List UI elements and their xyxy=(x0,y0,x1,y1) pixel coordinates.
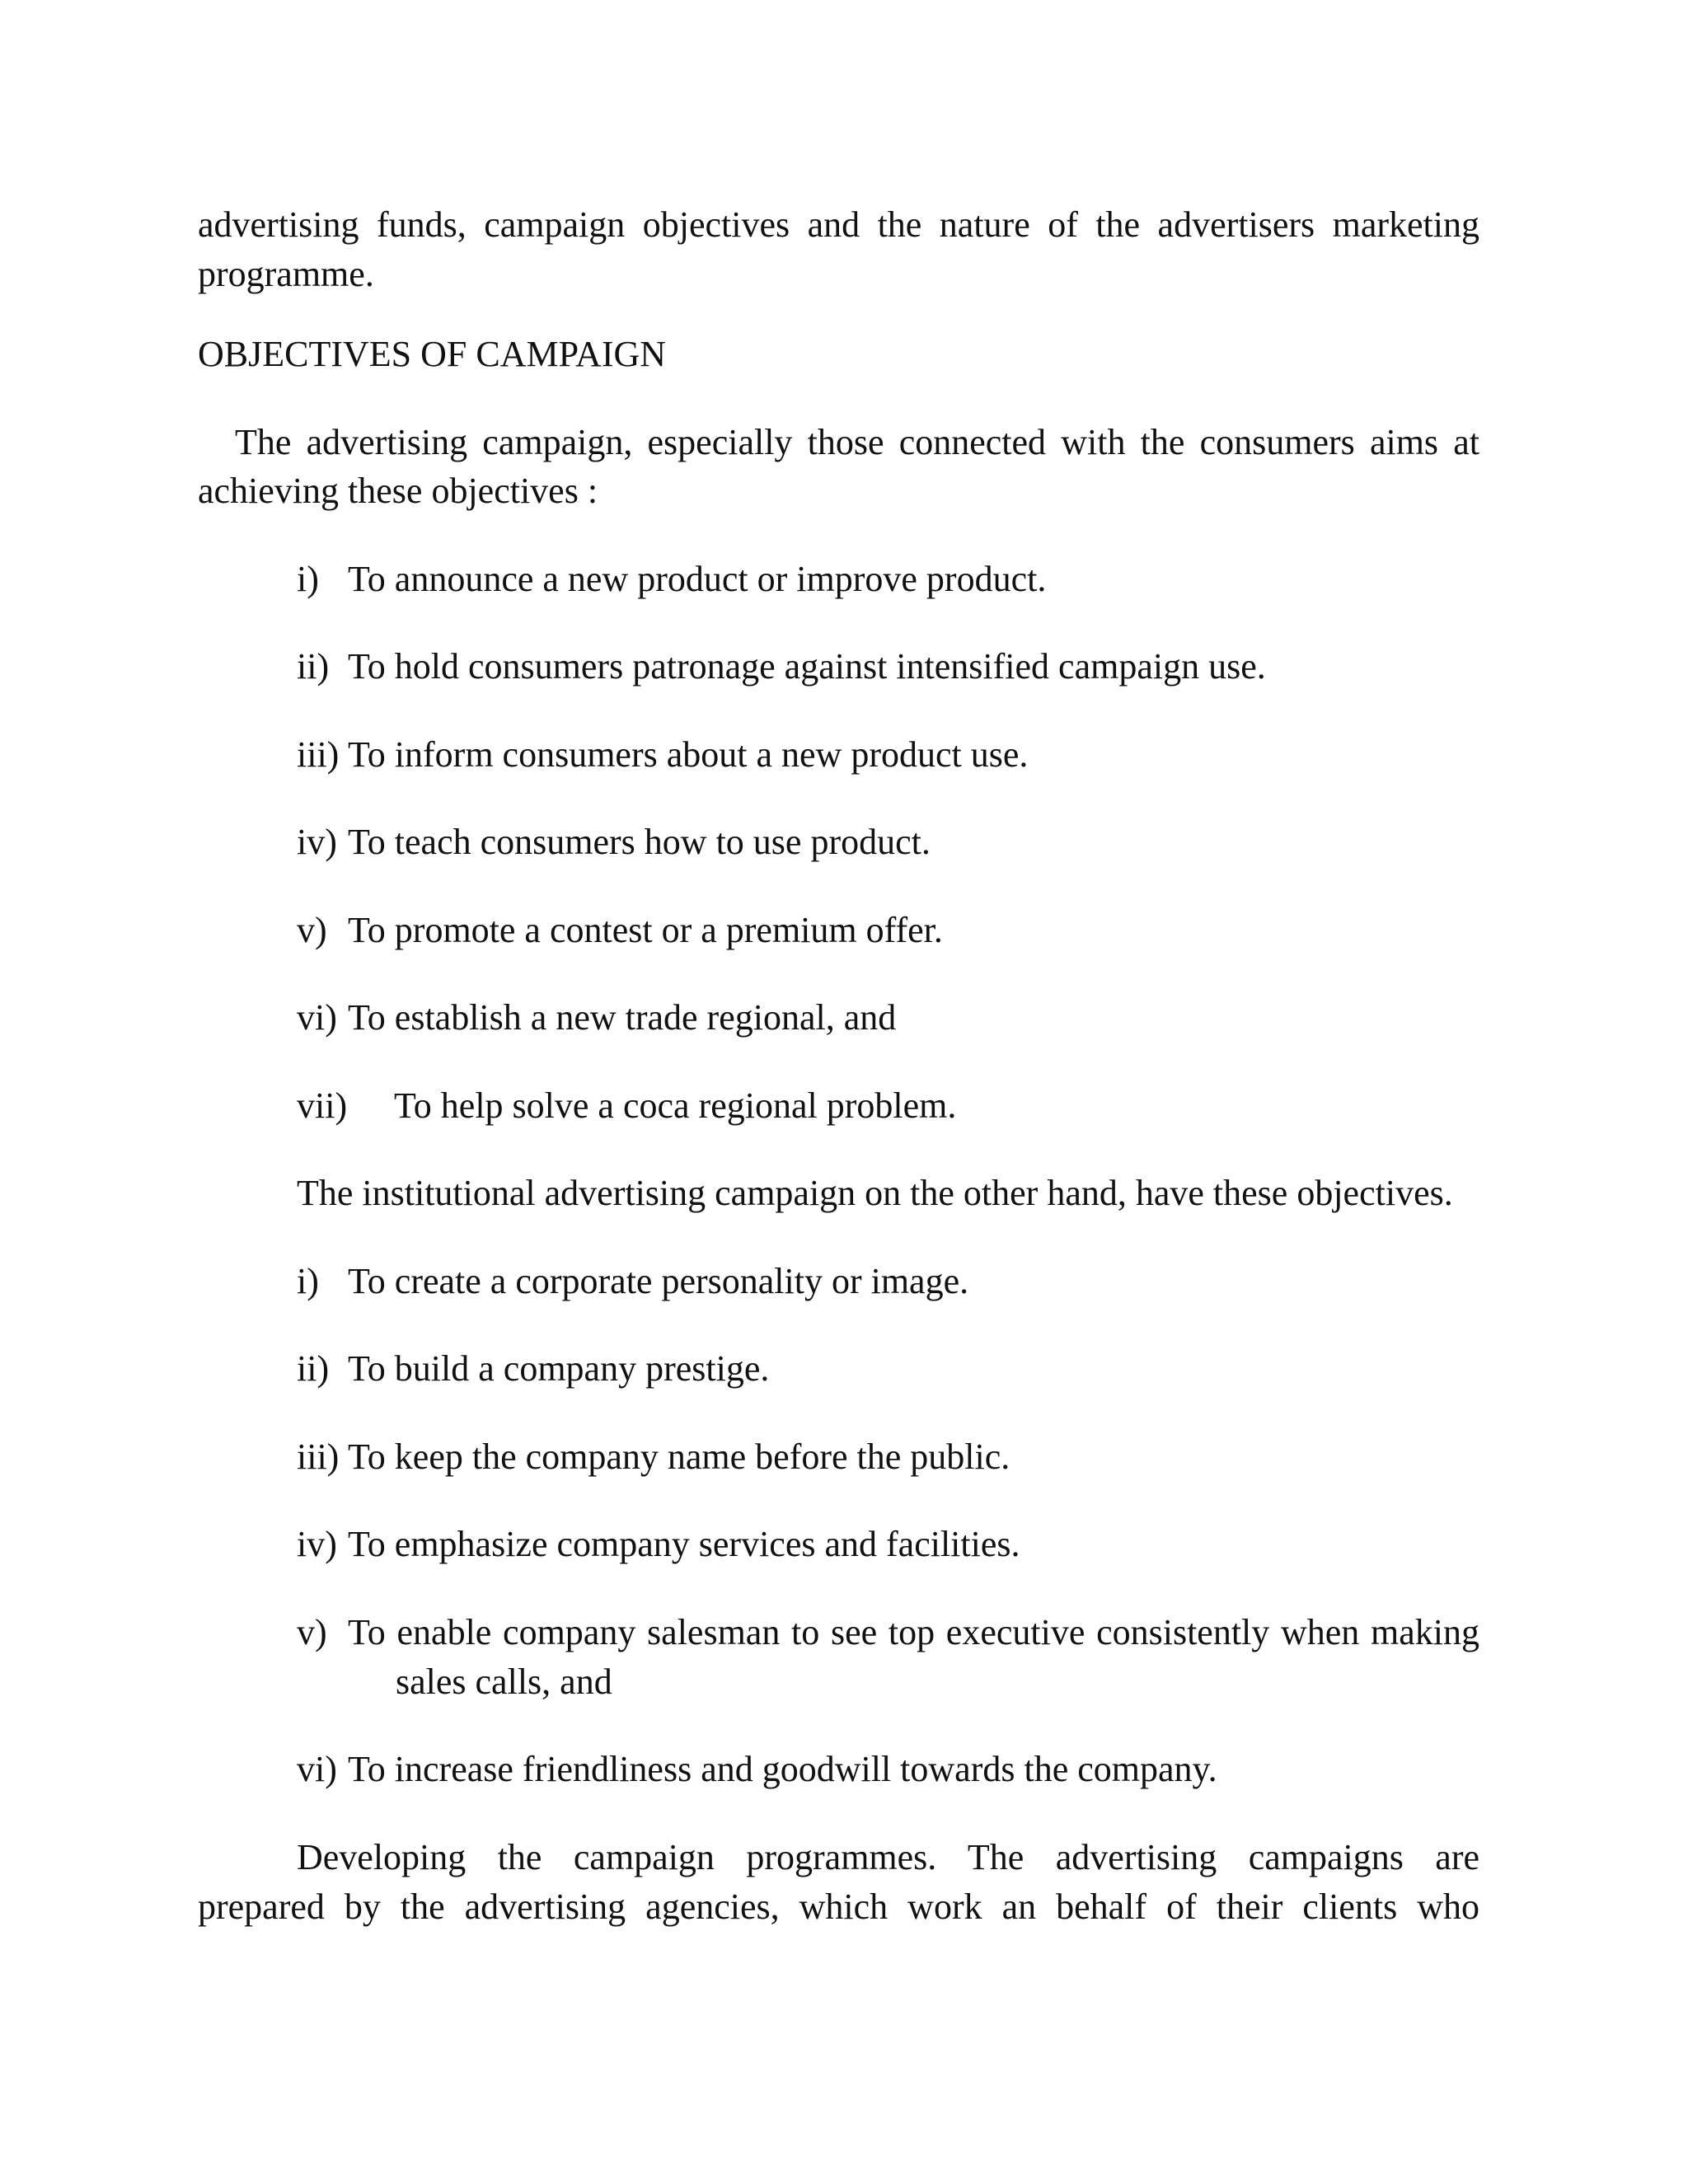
list-item-text: To create a corporate personality or image. xyxy=(348,1261,969,1301)
list-item xyxy=(297,906,943,955)
list-item xyxy=(297,730,1028,780)
consumer-paragraph-line-1: The advertising campaign, especially those connected with the consumers aims at xyxy=(235,422,1479,462)
list-item xyxy=(297,1745,1217,1794)
list-item-number: i) xyxy=(297,559,319,599)
list-item-number: vi) xyxy=(297,997,337,1038)
intro-paragraph-line-2: programme. xyxy=(198,254,374,294)
list-item xyxy=(297,1257,968,1306)
list-item-number: i) xyxy=(297,1261,319,1301)
list-item-number: iii) xyxy=(297,1436,340,1477)
list-item-number: v) xyxy=(297,910,327,950)
list-item-text: To announce a new product or improve product. xyxy=(348,559,1047,599)
developing-paragraph-line-2: prepared by the advertising agencies, which work an behalf of their clients who xyxy=(198,1886,1479,1927)
developing-paragraph-line-1: Developing the campaign programmes. The advertising campaigns are xyxy=(297,1837,1479,1877)
list-item xyxy=(297,555,1046,604)
list-item xyxy=(297,993,896,1043)
list-item-text: To teach consumers how to use product. xyxy=(348,822,931,862)
list-item-number: vii) xyxy=(297,1085,348,1126)
list-item-text: To hold consumers patronage against intensified campaign use. xyxy=(348,646,1266,687)
list-item xyxy=(297,1432,1010,1482)
list-item-text: To increase friendliness and goodwill towards the company. xyxy=(348,1749,1217,1789)
list-item-text: To promote a contest or a premium offer. xyxy=(348,910,943,950)
section-heading: OBJECTIVES OF CAMPAIGN xyxy=(198,334,667,374)
list-item-number: ii) xyxy=(297,646,330,687)
list-item xyxy=(297,642,1266,691)
list-item xyxy=(297,818,931,867)
list-item-number: ii) xyxy=(297,1348,330,1389)
list-item xyxy=(297,1520,1020,1569)
intro-paragraph-line-1: advertising funds, campaign objectives and the nature of the advertisers marketing xyxy=(198,204,1479,245)
list-item-number: vi) xyxy=(297,1749,337,1789)
list-item-number: iv) xyxy=(297,1524,337,1564)
list-item xyxy=(297,1081,956,1131)
consumer-paragraph-line-2: achieving these objectives : xyxy=(198,471,598,511)
list-item xyxy=(297,1344,769,1394)
list-item-text-continued: sales calls, and xyxy=(396,1661,612,1702)
list-item-text: To establish a new trade regional, and xyxy=(348,997,897,1038)
list-item-text: To emphasize company services and facilities. xyxy=(348,1524,1020,1564)
list-item-number: iv) xyxy=(297,822,337,862)
list-item-number: v) xyxy=(297,1612,327,1652)
institutional-paragraph: The institutional advertising campaign on the other hand, have these objectives. xyxy=(297,1173,1453,1213)
list-item-text: To keep the company name before the public. xyxy=(348,1436,1010,1477)
list-item-text: To help solve a coca regional problem. xyxy=(394,1085,957,1126)
list-item xyxy=(297,1608,1479,1707)
list-item-text: To build a company prestige. xyxy=(348,1348,770,1389)
list-item-text: To enable company salesman to see top executive consistently when making xyxy=(348,1612,1479,1652)
list-item-text: To inform consumers about a new product use. xyxy=(348,734,1029,775)
list-item-number: iii) xyxy=(297,734,340,775)
